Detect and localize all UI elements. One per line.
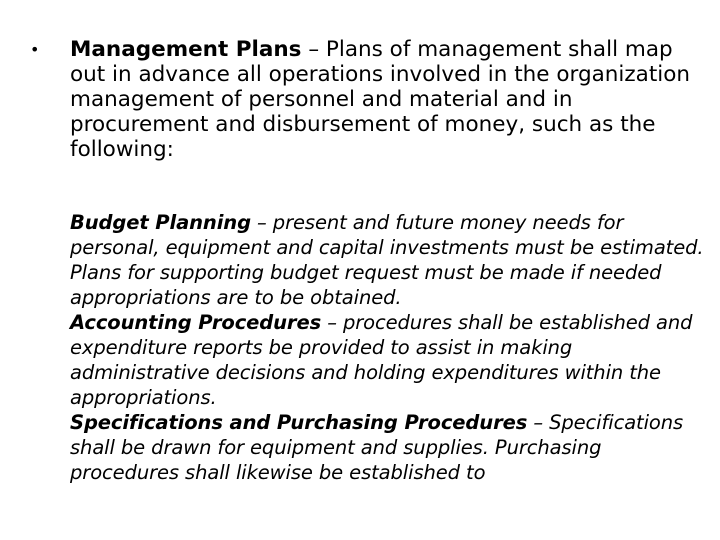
main-bullet [30, 37, 700, 162]
sub-item-dash: – [321, 311, 343, 334]
main-bullet-text [70, 37, 700, 162]
sub-item-text: Specifications shall be drawn for equipment and supplies. Purchasing procedures shall likewise be established to [70, 411, 684, 484]
sub-item-budget-planning [70, 210, 710, 310]
bullet-dot-icon: • [30, 40, 40, 59]
sub-item-dash: – [250, 211, 273, 234]
sub-item-heading: Specifications and Purchasing Procedures [70, 411, 528, 434]
sub-item-dash: – [527, 411, 550, 434]
sub-item-accounting-procedures [70, 310, 710, 410]
sub-items [70, 210, 710, 485]
sub-item-heading: Budget Planning [70, 211, 251, 234]
sub-item-text: procedures shall be established and expenditure reports be provided to assist in making administrative decisions and holding expenditures within the appropriations. [70, 311, 693, 409]
sub-item-text: present and future money needs for personal, equipment and capital investments must be estimated. Plans for supporting budget request must be made if needed appropriations are to be obtained. [70, 211, 704, 309]
main-bullet-heading: Management Plans [70, 37, 302, 62]
main-bullet-body: Plans of management shall map out in advance all operations involved in the organization management of personnel and material and in procurement and disbursement of money, such as the following: [70, 37, 691, 162]
sub-item-specifications-purchasing [70, 410, 710, 485]
sub-item-heading: Accounting Procedures [70, 311, 322, 334]
main-bullet-dash: – [301, 37, 326, 62]
